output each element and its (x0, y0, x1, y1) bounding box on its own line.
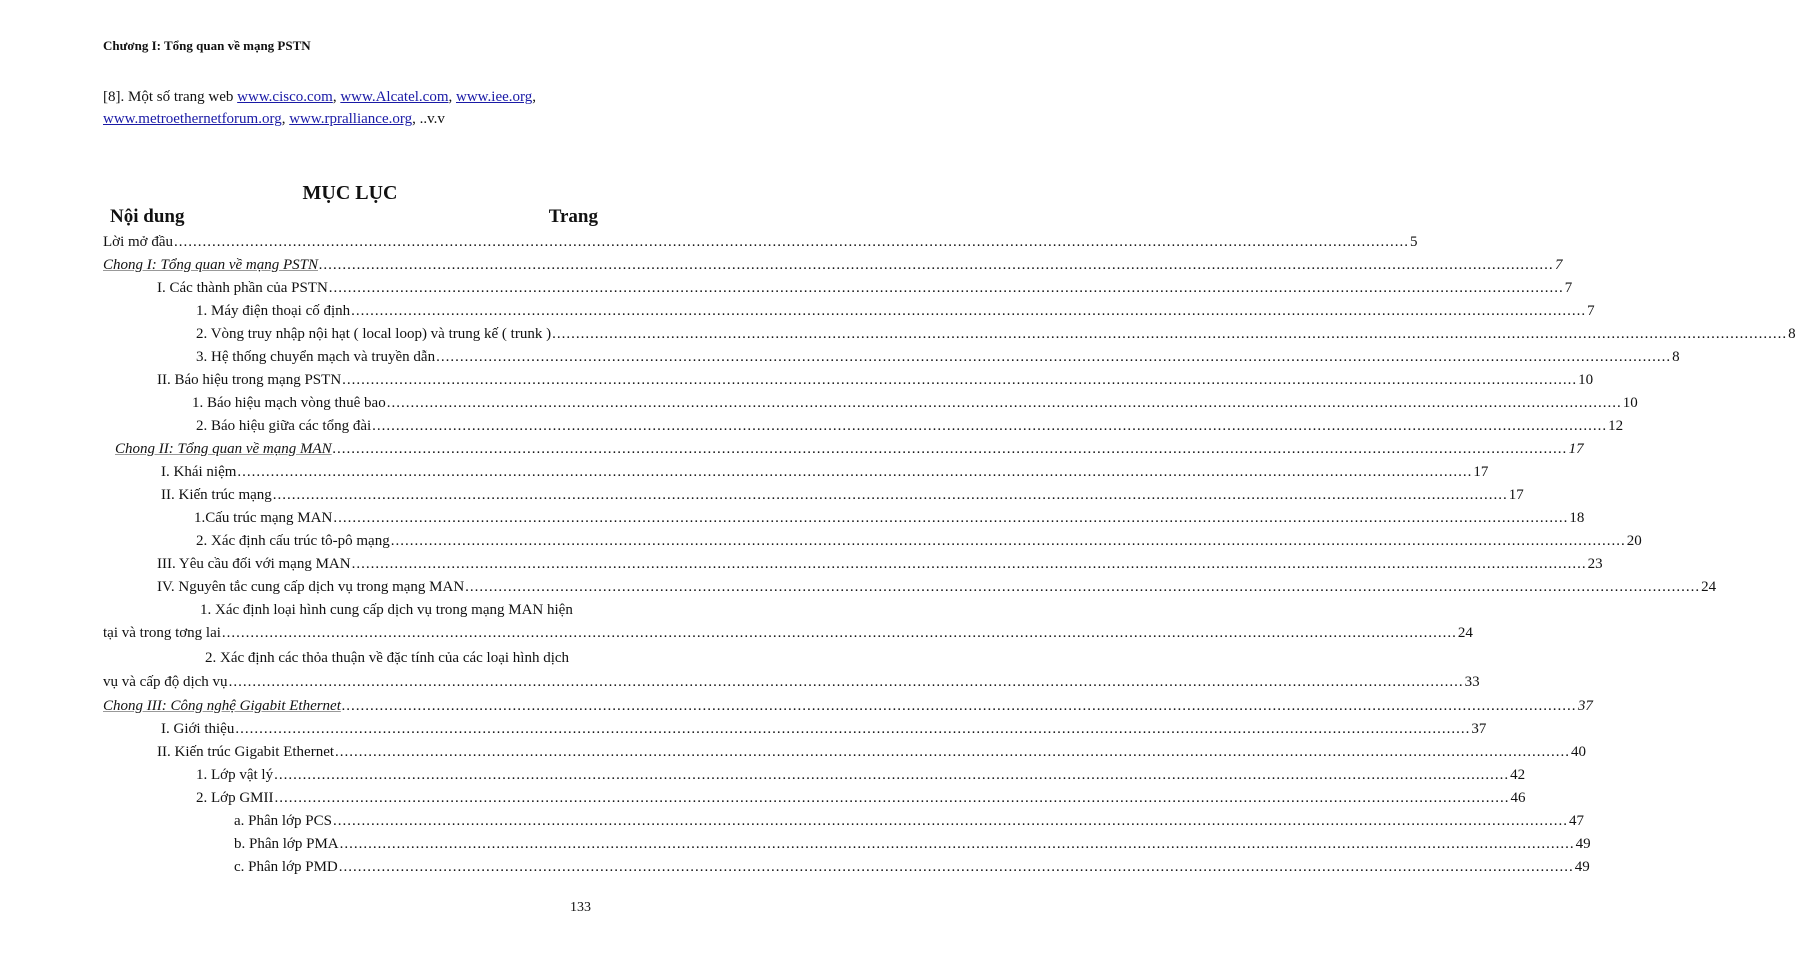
toc-dot-leader: .................................................................................................................................................................................................................................................................... (552, 326, 1788, 342)
toc-dot-leader: .................................................................................................................................................................................................................................................................... (319, 257, 1554, 273)
toc-entry-page: 46 (1510, 790, 1526, 806)
toc-dot-leader: .................................................................................................................................................................................................................................................................... (465, 579, 1701, 595)
toc-dot-leader: .................................................................................................................................................................................................................................................................... (351, 303, 1587, 319)
toc-entry-page: 7 (1555, 257, 1563, 273)
toc-dot-leader: .................................................................................................................................................................................................................................................................... (436, 349, 1672, 365)
toc-entry-page: 18 (1569, 510, 1585, 526)
running-header: Chương I: Tổng quan về mạng PSTN (103, 38, 311, 53)
toc-entry[interactable] (234, 813, 1584, 830)
toc-entry-label: 2. Báo hiệu giữa các tổng đài (196, 418, 372, 434)
toc-content-header: Nội dung (110, 206, 185, 227)
toc-dot-leader: .................................................................................................................................................................................................................................................................... (341, 698, 1577, 714)
toc-entry-page: 8 (1672, 349, 1680, 365)
link-metroethernetforum[interactable]: www.metroethernetforum.org (103, 111, 282, 127)
toc-entry-label: I. Giới thiệu (161, 721, 235, 737)
toc-title: MỤC LỤC (302, 182, 398, 204)
toc-entry-line: 2. Xác định các thỏa thuận về đặc tính của các loại hình dịch (205, 650, 570, 666)
toc-chapter-entry[interactable] (103, 698, 1593, 715)
toc-entry-page: 12 (1608, 418, 1624, 434)
toc-entry-page: 37 (1577, 698, 1593, 714)
toc-chapter-entry[interactable] (103, 257, 1563, 274)
link-alcatel[interactable]: www.Alcatel.com (340, 89, 449, 105)
toc-entry-label: I. Các thành phần của PSTN (157, 280, 328, 296)
toc-entry-page: 49 (1574, 859, 1590, 875)
toc-entry[interactable] (103, 234, 1418, 251)
toc-entry-label: 2. Vòng truy nhập nội hạt ( local loop) và trung kế ( trunk ) (196, 326, 552, 342)
toc-dot-leader: .................................................................................................................................................................................................................................................................... (332, 441, 1568, 457)
toc-entry-label: IV. Nguyên tắc cung cấp dịch vụ trong mạng MAN (157, 579, 465, 595)
toc-entry[interactable] (196, 326, 1796, 343)
toc-entry[interactable] (196, 303, 1595, 320)
toc-entry-label: I. Khái niệm (161, 464, 237, 480)
toc-entry-label: Chong II: Tổng quan về mạng MAN (115, 441, 332, 457)
toc-dot-leader: .................................................................................................................................................................................................................................................................... (390, 533, 1626, 549)
toc-entry-label: a. Phân lớp PCS (234, 813, 332, 829)
toc-dot-leader: .................................................................................................................................................................................................................................................................... (274, 767, 1510, 783)
toc-entry-page: 37 (1471, 721, 1487, 737)
toc-entry-label: 1.Cấu trúc mạng MAN (194, 510, 333, 526)
toc-entry-label: Lời mở đầu (103, 234, 174, 250)
toc-entry[interactable] (234, 836, 1591, 853)
toc-entry-page: 10 (1622, 395, 1638, 411)
toc-entry-label: c. Phân lớp PMD (234, 859, 338, 875)
toc-dot-leader: .................................................................................................................................................................................................................................................................... (386, 395, 1622, 411)
references-suffix: , ..v.v (412, 111, 445, 127)
toc-dot-leader: .................................................................................................................................................................................................................................................................... (272, 487, 1508, 503)
link-rpralliance[interactable]: www.rpralliance.org (289, 111, 413, 127)
toc-dot-leader: .................................................................................................................................................................................................................................................................... (335, 744, 1571, 760)
toc-dot-leader: .................................................................................................................................................................................................................................................................... (332, 813, 1568, 829)
page-number: 133 (570, 900, 591, 915)
toc-dot-leader: .................................................................................................................................................................................................................................................................... (339, 836, 1575, 852)
toc-entry[interactable] (192, 395, 1638, 412)
toc-entry-page: 24 (1701, 579, 1717, 595)
toc-entry-page: 17 (1473, 464, 1489, 480)
toc-entry-line: 1. Xác định loại hình cung cấp dịch vụ trong mạng MAN hiện (200, 602, 573, 618)
toc-entry-page: 7 (1587, 303, 1595, 319)
separator: , (332, 89, 341, 105)
toc-entry[interactable] (157, 744, 1587, 761)
toc-entry[interactable] (194, 510, 1585, 527)
toc-entry-page: 23 (1587, 556, 1603, 572)
toc-entry-label: b. Phân lớp PMA (234, 836, 339, 852)
toc-entry-label: III. Yêu cầu đối với mạng MAN (157, 556, 351, 572)
references-prefix: [8]. Một số trang web (103, 89, 238, 105)
toc-entry[interactable] (103, 625, 1473, 642)
toc-entry-page: 24 (1457, 625, 1473, 641)
toc-dot-leader: .................................................................................................................................................................................................................................................................... (174, 234, 1410, 250)
toc-entry-label: 1. Lớp vật lý (196, 767, 274, 783)
toc-entry[interactable] (196, 349, 1680, 366)
toc-entry-page: 20 (1626, 533, 1642, 549)
toc-page-header: Trang (548, 206, 598, 227)
toc-dot-leader: .................................................................................................................................................................................................................................................................... (328, 280, 1564, 296)
toc-entry-label: 1. Báo hiệu mạch vòng thuê bao (192, 395, 386, 411)
toc-entry-page: 5 (1410, 234, 1418, 250)
toc-entry-label: 2. Xác định cấu trúc tô-pô mạng (196, 533, 390, 549)
toc-entry[interactable] (157, 556, 1603, 573)
toc-entry-page: 49 (1575, 836, 1591, 852)
toc-entry-label: Chong I: Tổng quan về mạng PSTN (103, 257, 318, 273)
toc-entry-label: 1. Máy điện thoại cố định (196, 303, 351, 319)
toc-dot-leader: .................................................................................................................................................................................................................................................................... (372, 418, 1608, 434)
toc-entry[interactable] (161, 721, 1487, 738)
separator: , (281, 111, 290, 127)
toc-entry[interactable] (103, 674, 1480, 691)
toc-entry[interactable] (161, 487, 1524, 504)
toc-entry-page: 17 (1508, 487, 1524, 503)
toc-entry-label: II. Kiến trúc mạng (161, 487, 272, 503)
toc-entry[interactable] (196, 418, 1624, 435)
toc-entry-page: 10 (1578, 372, 1594, 388)
toc-entry[interactable] (196, 790, 1526, 807)
toc-entry-label: II. Báo hiệu trong mạng PSTN (157, 372, 342, 388)
link-iee[interactable]: www.iee.org (456, 89, 533, 105)
toc-entry-label: Chong III: Công nghệ Gigabit Ethernet (103, 698, 341, 714)
toc-entry[interactable] (234, 859, 1590, 876)
toc-dot-leader: .................................................................................................................................................................................................................................................................... (221, 625, 1457, 641)
toc-dot-leader: .................................................................................................................................................................................................................................................................... (274, 790, 1510, 806)
separator: , (448, 89, 456, 105)
toc-entry-page: 7 (1564, 280, 1573, 296)
toc-entry-page: 47 (1568, 813, 1584, 829)
toc-entry-page: 17 (1568, 441, 1584, 457)
toc-entry[interactable] (157, 372, 1594, 389)
toc-entry-page: 42 (1510, 767, 1526, 783)
toc-entry[interactable] (161, 464, 1489, 481)
toc-dot-leader: .................................................................................................................................................................................................................................................................... (228, 674, 1464, 690)
toc-entry[interactable] (196, 533, 1642, 550)
toc-entry-label: 3. Hệ thống chuyển mạch và truyền dẫn (196, 349, 436, 365)
toc-entry-label: II. Kiến trúc Gigabit Ethernet (157, 744, 335, 760)
link-cisco[interactable]: www.cisco.com (237, 89, 333, 105)
toc-entry-page: 33 (1464, 674, 1480, 690)
toc-chapter-entry[interactable] (115, 441, 1584, 458)
toc-dot-leader: .................................................................................................................................................................................................................................................................... (333, 510, 1569, 526)
toc-dot-leader: .................................................................................................................................................................................................................................................................... (351, 556, 1587, 572)
toc-entry[interactable] (157, 579, 1717, 596)
toc-entry[interactable] (157, 280, 1573, 297)
toc-entry-label: vụ và cấp độ dịch vụ (103, 674, 228, 690)
toc-entry-label: 2. Lớp GMII (196, 790, 274, 806)
toc-entry-page: 8 (1788, 326, 1796, 342)
toc-dot-leader: .................................................................................................................................................................................................................................................................... (342, 372, 1578, 388)
toc-entry-page: 40 (1571, 744, 1587, 760)
toc-entry[interactable] (196, 767, 1526, 784)
separator: , (532, 89, 536, 105)
toc-dot-leader: .................................................................................................................................................................................................................................................................... (235, 721, 1471, 737)
toc-dot-leader: .................................................................................................................................................................................................................................................................... (338, 859, 1574, 875)
toc-entry-label: tại và trong tơng lai (103, 625, 221, 641)
toc-dot-leader: .................................................................................................................................................................................................................................................................... (237, 464, 1473, 480)
